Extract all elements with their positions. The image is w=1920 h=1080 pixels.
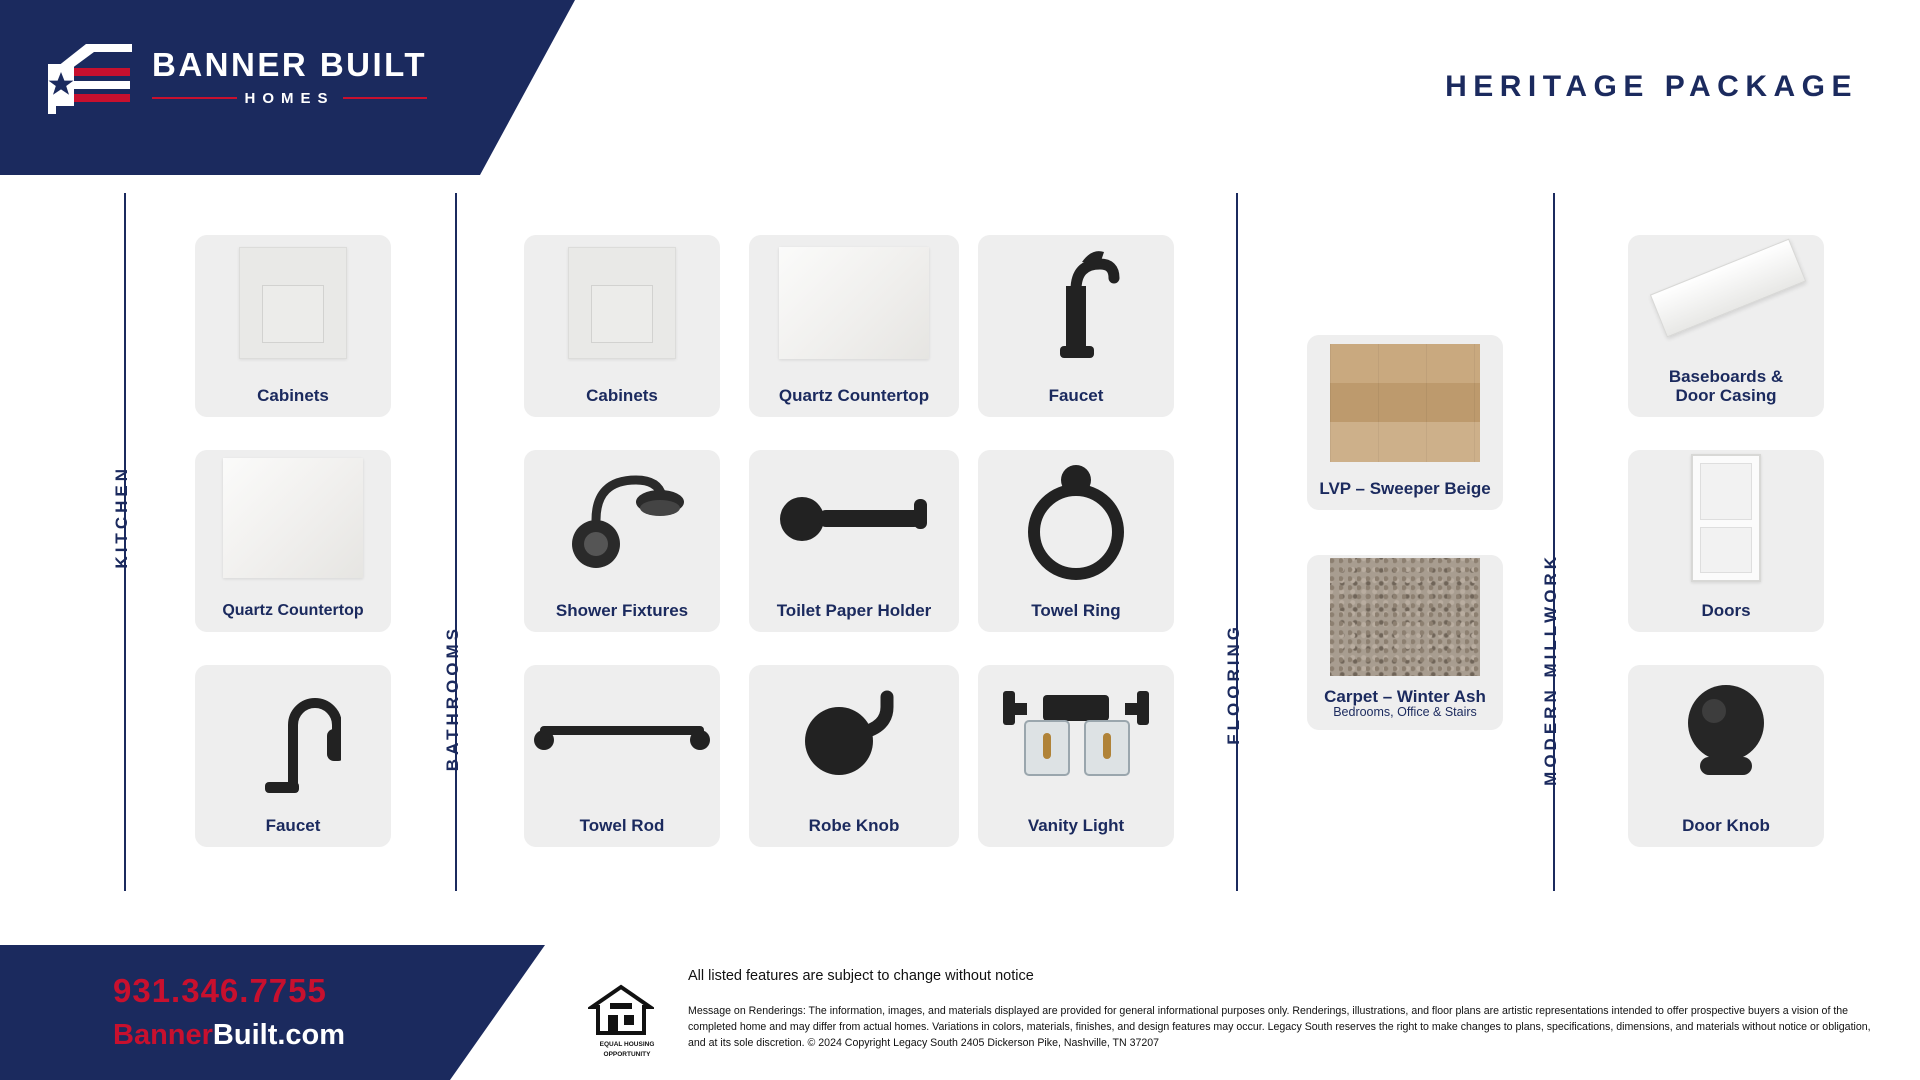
section-label-kitchen: KITCHEN	[112, 465, 131, 569]
section-label-millwork: MODERN MILLWORK	[1541, 553, 1560, 786]
tile-label: Quartz Countertop	[222, 602, 364, 620]
robe-knob-icon	[749, 665, 959, 801]
website-brand: Banner	[113, 1019, 213, 1051]
equal-housing-icon	[588, 981, 654, 1039]
tile-kitchen-cabinets[interactable]	[195, 235, 391, 417]
tile-label: LVP – Sweeper Beige	[1319, 478, 1491, 498]
house-flag-star-logo-icon	[42, 34, 138, 120]
tile-bath-cabinets[interactable]	[524, 235, 720, 417]
eho-caption-line1: EQUAL HOUSING	[599, 1041, 655, 1049]
logo-title: BANNER BUILT	[152, 45, 428, 83]
kitchen-pulldown-faucet-icon	[195, 665, 391, 801]
tile-label: Robe Knob	[808, 815, 900, 835]
brand-logo	[42, 34, 427, 120]
bathroom-faucet-icon	[978, 235, 1174, 371]
tile-kitchen-faucet[interactable]	[195, 665, 391, 847]
tile-label: Quartz Countertop	[778, 385, 930, 405]
logo-subtitle-row	[152, 90, 427, 107]
interior-door-icon	[1628, 450, 1824, 586]
tile-label-line2: Door Casing	[1675, 385, 1777, 405]
website-tld: .com	[277, 1019, 346, 1051]
divider-flooring	[1236, 193, 1238, 891]
lvp-plank-swatch-icon	[1307, 335, 1503, 470]
tile-lvp[interactable]	[1307, 335, 1503, 510]
towel-rod-icon	[524, 665, 720, 801]
quartz-slab-swatch-icon	[749, 235, 959, 371]
tile-label: Door Knob	[1682, 815, 1770, 835]
shower-head-and-valve-icon	[524, 450, 720, 586]
tile-label: Doors	[1701, 600, 1751, 620]
tile-doors[interactable]	[1628, 450, 1824, 632]
logo-rule-right	[343, 97, 428, 99]
tile-robe-knob[interactable]	[749, 665, 959, 847]
website-url[interactable]	[113, 1019, 345, 1052]
cabinet-door-swatch-icon	[195, 235, 391, 371]
tile-baseboards-casing[interactable]	[1628, 235, 1824, 417]
tile-label-line1: Baseboards &	[1668, 366, 1784, 386]
disclaimer-body: Message on Renderings: The information, images, and materials displayed are provided for general informational purposes only. Renderings, illustrations, and floor plans are artistic representations intended to offer prospective buyers a vision of the completed home and may differ from actual homes. Variations in colors, materials, finishes, and design features may occur. Legacy South reserves the right to make changes to plans, specifications, dimensions, and materials without notice or obligation, and at its sole discretion. © 2024 Copyright Legacy South 2405 Dickerson Pike, Nashville, TN 37207	[688, 1005, 1871, 1050]
divider-bathrooms	[455, 193, 457, 891]
page-header	[0, 0, 1920, 175]
tile-label: Faucet	[265, 815, 321, 835]
tile-vanity-light[interactable]	[978, 665, 1174, 847]
logo-subtitle: HOMES	[244, 89, 335, 107]
towel-ring-icon	[978, 450, 1174, 586]
tile-label: Toilet Paper Holder	[776, 600, 932, 620]
toilet-paper-holder-icon	[749, 450, 959, 586]
round-door-knob-icon	[1628, 665, 1824, 801]
tile-kitchen-quartz[interactable]	[195, 450, 391, 632]
cabinet-door-swatch-icon	[524, 235, 720, 371]
selections-board	[0, 175, 1920, 945]
tile-label: Vanity Light	[1027, 815, 1125, 835]
logo-rule-left	[152, 97, 237, 99]
section-label-flooring: FLOORING	[1224, 623, 1243, 745]
footer-navy-banner	[0, 945, 545, 1080]
phone-number[interactable]: 931.346.7755	[113, 972, 327, 1009]
trim-board-icon	[1628, 235, 1824, 355]
page-footer	[0, 945, 1920, 1080]
page-title: HERITAGE PACKAGE	[1445, 70, 1858, 103]
tile-toilet-paper-holder[interactable]	[749, 450, 959, 632]
tile-label: Towel Ring	[1031, 600, 1121, 620]
tile-carpet[interactable]	[1307, 555, 1503, 730]
quartz-slab-swatch-icon	[195, 450, 391, 586]
equal-housing-opportunity-logo	[588, 981, 666, 1058]
tile-sublabel: Bedrooms, Office & Stairs	[1333, 705, 1477, 720]
tile-label: Cabinets	[257, 385, 329, 405]
tile-shower-fixtures[interactable]	[524, 450, 720, 632]
two-bulb-vanity-light-icon	[978, 665, 1174, 801]
tile-label: Shower Fixtures	[555, 600, 689, 620]
disclaimer-heading: All listed features are subject to change without notice	[688, 968, 1034, 984]
divider-millwork	[1553, 193, 1555, 891]
eho-caption-line2: OPPORTUNITY	[603, 1050, 651, 1058]
tile-towel-rod[interactable]	[524, 665, 720, 847]
carpet-swatch-icon	[1307, 555, 1503, 678]
tile-label: Cabinets	[586, 385, 658, 405]
section-label-bathrooms: BATHROOMS	[443, 625, 462, 772]
tile-label: Faucet	[1048, 385, 1104, 405]
tile-label: Towel Rod	[579, 815, 665, 835]
tile-door-knob[interactable]	[1628, 665, 1824, 847]
tile-towel-ring[interactable]	[978, 450, 1174, 632]
tile-label: Carpet – Winter Ash	[1324, 687, 1486, 707]
tile-bath-quartz[interactable]	[749, 235, 959, 417]
tile-bath-faucet[interactable]	[978, 235, 1174, 417]
website-built: Built	[212, 1019, 278, 1051]
